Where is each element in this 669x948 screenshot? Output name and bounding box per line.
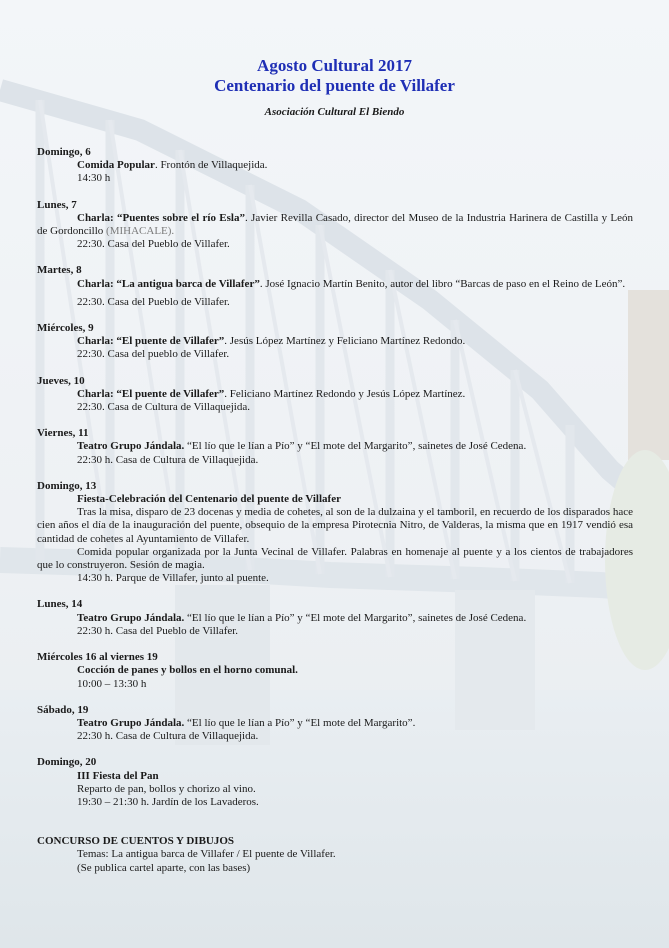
event-time: 22:30 h. Casa de Cultura de Villaquejida. bbox=[77, 453, 259, 466]
event-time: 22:30. Casa del Pueblo de Villafer. bbox=[77, 295, 230, 308]
event-day: Martes, 8 bbox=[37, 264, 82, 277]
event-item bbox=[37, 651, 633, 691]
event-item bbox=[37, 598, 633, 638]
events-list bbox=[37, 146, 633, 875]
event-title: III Fiesta del Pan bbox=[77, 769, 159, 782]
event-title: Teatro Grupo Jándala. bbox=[77, 440, 185, 453]
event-description: . Javier Revilla Casado, director del Museo de la Industria Harinera de Castilla y León de Gordoncillo bbox=[37, 211, 633, 238]
event-title: Fiesta-Celebración del Centenario del puente de Villafer bbox=[77, 493, 341, 506]
contest-section bbox=[37, 835, 633, 875]
event-time: 14:30 h. Parque de Villafer, junto al puente. bbox=[77, 572, 269, 585]
event-item bbox=[37, 322, 633, 362]
event-day: Sábado, 19 bbox=[37, 703, 89, 716]
event-item bbox=[37, 264, 633, 309]
page-subtitle: Centenario del puente de Villafer bbox=[214, 76, 455, 95]
event-description: “El lío que le lían a Pío” y “El mote del Margarito”, sainetes de José Cedena. bbox=[184, 611, 527, 624]
event-description: . José Ignacio Martín Benito, autor del libro “Barcas de paso en el Reino de León”. bbox=[259, 277, 626, 290]
event-line: Reparto de pan, bollos y chorizo al vino. bbox=[77, 782, 256, 795]
event-item bbox=[37, 756, 633, 809]
contest-note: (Se publica cartel aparte, con las bases) bbox=[77, 861, 251, 874]
event-time: 14:30 h bbox=[77, 172, 111, 185]
event-description: . Frontón de Villaquejida. bbox=[154, 159, 268, 172]
event-title: Teatro Grupo Jándala. bbox=[77, 611, 185, 624]
event-item bbox=[37, 480, 633, 586]
event-time: 19:30 – 21:30 h. Jardín de los Lavaderos. bbox=[77, 795, 259, 808]
event-description: “El lío que le lían a Pío” y “El mote del Margarito”, sainetes de José Cedena. bbox=[184, 440, 527, 453]
event-day: Domingo, 6 bbox=[37, 146, 91, 158]
event-item bbox=[37, 146, 633, 186]
event-day: Lunes, 7 bbox=[37, 198, 77, 211]
event-day: Viernes, 11 bbox=[37, 427, 89, 440]
event-day: Domingo, 20 bbox=[37, 756, 97, 769]
event-description: . Feliciano Martínez Redondo y Jesús López Martínez. bbox=[224, 387, 466, 400]
event-description: “El lío que le lían a Pío” y “El mote del Margarito”. bbox=[184, 716, 416, 729]
event-day: Domingo, 13 bbox=[37, 479, 97, 492]
event-time: 22:30. Casa del pueblo de Villafer. bbox=[77, 348, 230, 361]
event-item bbox=[37, 427, 633, 467]
event-title: Charla: “El puente de Villafer” bbox=[77, 387, 225, 400]
contest-topics: Temas: La antigua barca de Villafer / El puente de Villafer. bbox=[77, 848, 336, 861]
event-time: 10:00 – 13:30 h bbox=[77, 677, 147, 690]
event-time: 22:30. Casa de Cultura de Villaquejida. bbox=[77, 401, 250, 414]
event-title: Cocción de panes y bollos en el horno comunal. bbox=[77, 664, 298, 677]
event-day: Miércoles 16 al viernes 19 bbox=[37, 651, 158, 664]
event-item bbox=[37, 375, 633, 415]
event-day: Jueves, 10 bbox=[37, 374, 85, 387]
event-day: Miércoles, 9 bbox=[37, 322, 94, 335]
event-time: 22:30 h. Casa del Pueblo de Villafer. bbox=[77, 624, 239, 637]
event-title: Charla: “Puentes sobre el río Esla” bbox=[77, 211, 245, 224]
event-description-note: (MIHACALE). bbox=[106, 225, 175, 238]
event-item bbox=[37, 704, 633, 744]
event-title: Comida Popular bbox=[77, 159, 155, 172]
page-title: Agosto Cultural 2017 bbox=[257, 56, 412, 75]
contest-heading: CONCURSO DE CUENTOS Y DIBUJOS bbox=[37, 835, 235, 848]
event-title: Charla: “El puente de Villafer” bbox=[77, 335, 225, 348]
event-title: Teatro Grupo Jándala. bbox=[77, 716, 185, 729]
event-item bbox=[37, 199, 633, 252]
event-description: . Jesús López Martínez y Feliciano Martínez Redondo. bbox=[224, 335, 466, 348]
association-name: Asociación Cultural El Biendo bbox=[264, 106, 405, 118]
event-time: 22:30. Casa del Pueblo de Villafer. bbox=[77, 238, 230, 251]
event-time: 22:30 h. Casa de Cultura de Villaquejida. bbox=[77, 730, 259, 743]
event-paragraph: Comida popular organizada por la Junta Vecinal de Villafer. Palabras en homenaje al puente y a los cientos de trabajadores que lo construyeron. Sesión de magia. bbox=[37, 545, 633, 572]
event-title: Charla: “La antigua barca de Villafer” bbox=[77, 277, 260, 290]
event-paragraph: Tras la misa, disparo de 23 docenas y media de cohetes, al son de la dulzaina y el tamboril, en recuerdo de los disparados hace cien años el día de la inauguración del puente, obsequio de la empresa Pirotecnia Nitro, de Valderas, la misma que en 1917 vendió esa cantidad de cohetes al Ayuntamiento de Villafer. bbox=[37, 506, 633, 545]
event-day: Lunes, 14 bbox=[37, 598, 83, 611]
